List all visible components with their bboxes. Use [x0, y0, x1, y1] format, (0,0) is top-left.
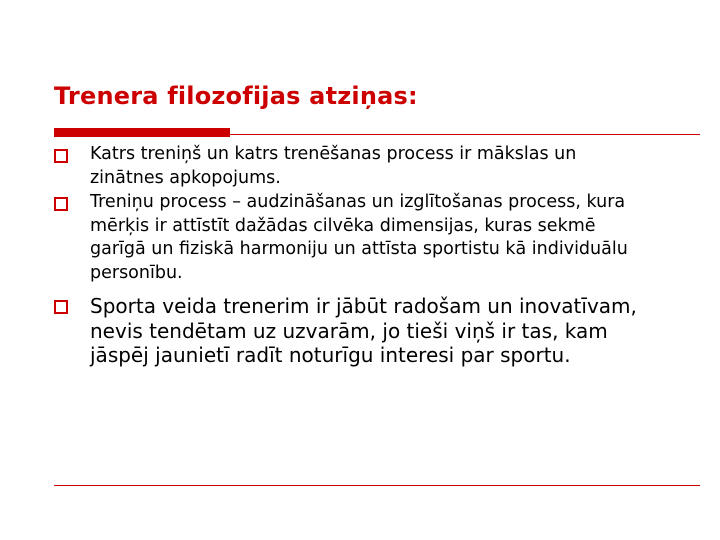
bullet-text: Katrs treniņš un katrs trenēšanas process ir mākslas un zinātnes apkopojums. — [90, 144, 577, 188]
slide-title: Trenera filozofijas atziņas: — [54, 82, 418, 110]
bullet-text: Sporta veida trenerim ir jābūt radošam un inovatīvam, nevis tendētam uz uzvarām, jo tieši viņš ir tas, kam jāspēj jaunietī radīt noturīgu interesi par sportu. — [90, 294, 637, 367]
list-item — [54, 294, 654, 368]
footer-divider-line — [54, 485, 700, 486]
title-accent-bar — [54, 128, 230, 137]
hollow-square-icon — [54, 197, 68, 211]
hollow-square-icon — [54, 149, 68, 163]
list-item — [54, 191, 654, 285]
hollow-square-icon — [54, 300, 68, 314]
bullet-text: Treniņu process – audzināšanas un izglītošanas process, kura mērķis ir attīstīt dažādas cilvēka dimensijas, kuras sekmē garīgā un fiziskā harmoniju un attīsta sportistu kā individuālu personību. — [90, 192, 628, 283]
bullet-list — [54, 140, 654, 368]
list-item — [54, 143, 654, 190]
